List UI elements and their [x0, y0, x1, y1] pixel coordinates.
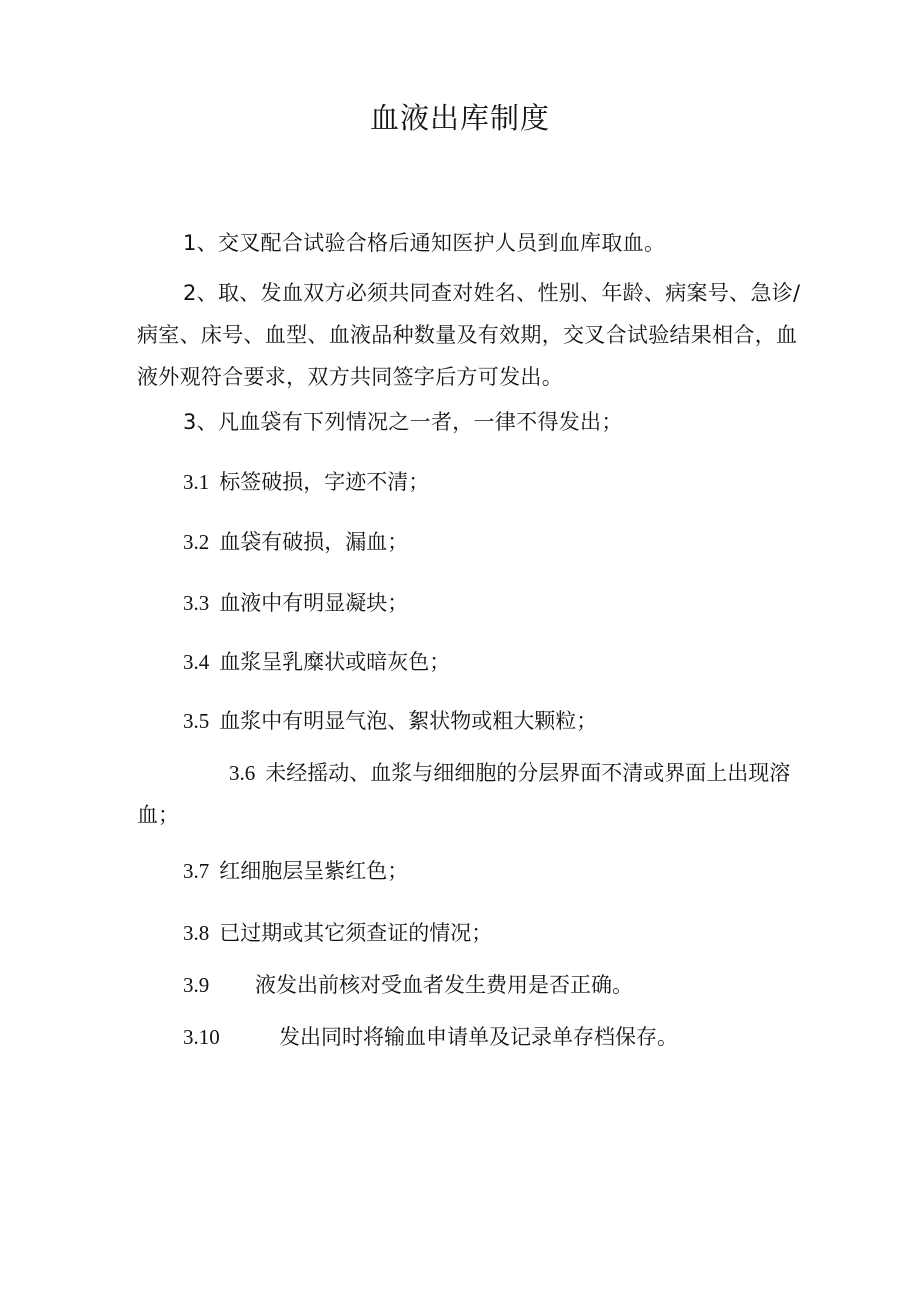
item-text: 血袋有破损，漏血； — [219, 530, 409, 554]
list-item-3-4 — [183, 641, 450, 683]
item-number: 3.7 — [183, 859, 210, 883]
paragraph-3: 3、凡血袋有下列情况之一者，一律不得发出； — [183, 410, 623, 434]
item-number: 3.9 — [183, 973, 210, 997]
item-text: 发出同时将输血申请单及记录单存档保存。 — [279, 1025, 678, 1049]
list-item-3-10 — [183, 1016, 678, 1058]
paragraph-2: 2、取、发血双方必须共同查对姓名、性别、年龄、病案号、急诊/病室、床号、血型、血液品种数量及有效期，交叉合试验结果相合，血液外观符合要求，双方共同签字后方可发出。 — [137, 281, 801, 389]
item-text: 标签破损，字迹不清； — [219, 470, 430, 494]
list-item-3-9 — [183, 964, 633, 1006]
list-item-3-2 — [183, 521, 408, 563]
list-item-3-6 — [137, 752, 807, 836]
item-number: 3.4 — [183, 650, 210, 674]
item-text: 液发出前核对受血者发生费用是否正确。 — [255, 973, 633, 997]
item-number: 3.10 — [183, 1025, 220, 1049]
list-item-3-3 — [183, 582, 408, 624]
item-number: 3.8 — [183, 921, 210, 945]
item-number: 3.5 — [183, 709, 210, 733]
item-text: 血浆呈乳糜状或暗灰色； — [219, 650, 451, 674]
document-title: 血液出库制度 — [369, 101, 550, 135]
item-text: 血浆中有明显气泡、絮状物或粗大颗粒； — [219, 709, 598, 733]
list-item-3-7 — [183, 850, 408, 892]
list-item-3-8 — [183, 912, 492, 954]
item-number: 3.1 — [183, 470, 210, 494]
list-item-3-5 — [183, 700, 597, 742]
item-text: 已过期或其它须查证的情况； — [219, 921, 493, 945]
item-text: 红细胞层呈紫红色； — [219, 859, 409, 883]
item-number: 3.3 — [183, 591, 210, 615]
item-number: 3.6 — [229, 761, 256, 785]
paragraph-1: 1、交叉配合试验合格后通知医护人员到血库取血。 — [183, 231, 666, 255]
item-text: 未经摇动、血浆与细细胞的分层界面不清或界面上出现溶血； — [137, 761, 791, 827]
item-number: 3.2 — [183, 530, 210, 554]
list-item-3-1 — [183, 461, 429, 503]
item-text: 血液中有明显凝块； — [219, 591, 409, 615]
